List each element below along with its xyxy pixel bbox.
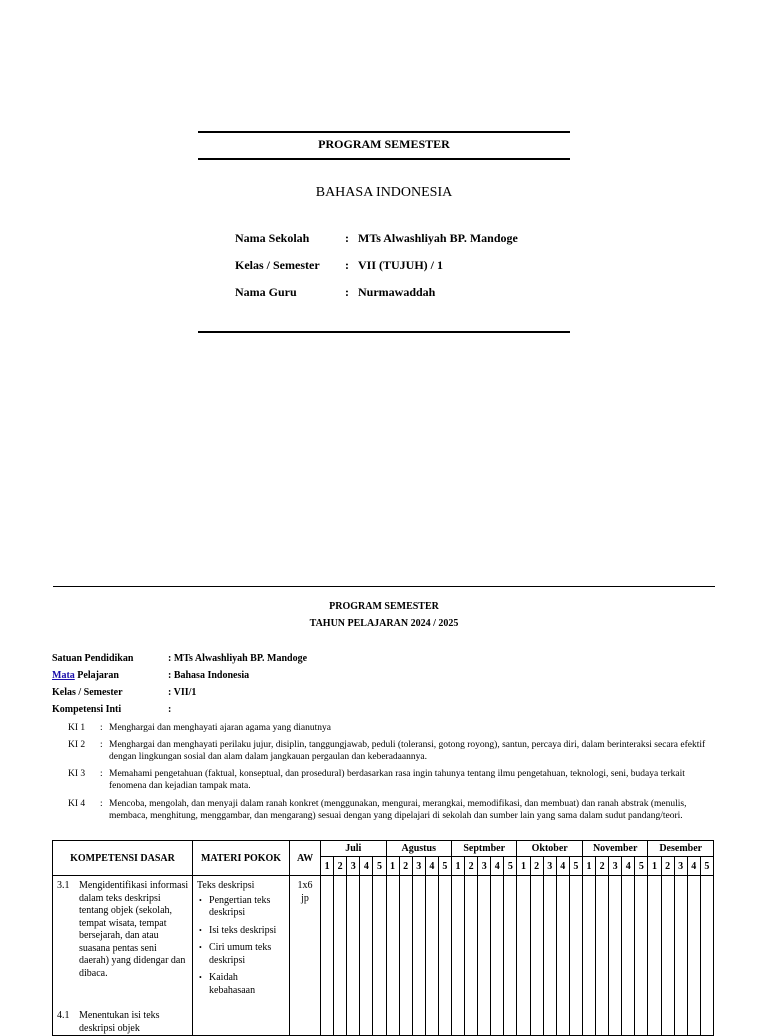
ki-code: KI 3	[68, 769, 86, 779]
aw-cell	[290, 876, 321, 1036]
week-cell	[687, 876, 700, 1036]
week-header: 2	[465, 857, 478, 876]
week-header: 2	[399, 857, 412, 876]
kd-number: 4.1	[57, 1010, 70, 1021]
week-cell	[399, 876, 412, 1036]
week-cell	[635, 876, 648, 1036]
kd-item	[57, 880, 189, 980]
cover-bottom-rule	[198, 331, 570, 333]
week-cell	[373, 876, 386, 1036]
info-label: Satuan Pendidikan	[52, 653, 134, 664]
ki-text: Mencoba, mengolah, dan menyaji dalam ranah konkret (menggunakan, mengurai, merangkai, memodifikasi, dan membuat) dan ranah abstrak (menulis, membaca, menghitung, menggambar, dan mengarang) sesuai dengan yang dipelajari di sekolah dan sumber lain yang sama dalam sudut pandang/teori.	[109, 799, 687, 821]
month-header: Oktober	[517, 841, 582, 857]
cover-row-class: Kelas / Semester : VII (TUJUH) / 1	[235, 258, 444, 272]
week-cell	[530, 876, 543, 1036]
info-value: :	[168, 704, 172, 715]
info-value: : Bahasa Indonesia	[168, 670, 250, 681]
week-cell	[347, 876, 360, 1036]
ki-text: Menghargai dan menghayati perilaku jujur, disiplin, tanggungjawab, peduli (toleransi, gotong royong), santun, percaya diri, dalam berinteraksi secara efektif dengan lingkungan sosial dan alam dalam jangkauan pergaulan dan keberadaannya.	[109, 740, 706, 762]
week-header: 5	[504, 857, 517, 876]
ki-text: Memahami pengetahuan (faktual, konseptual, dan prosedural) berdasarkan rasa ingin tahunya tentang ilmu pengetahuan, teknologi, seni, budaya terkait fenomena dan kejadian tampak mata.	[109, 769, 685, 791]
cover-label: Kelas / Semester	[235, 258, 320, 272]
cover-value: Nurmawaddah	[358, 285, 436, 299]
ki-code: KI 1	[68, 723, 86, 733]
week-header: 3	[609, 857, 622, 876]
info-value: : VII/1	[168, 687, 197, 698]
cover-title: PROGRAM SEMESTER	[318, 137, 450, 151]
week-cell	[648, 876, 661, 1036]
cover-row-teacher: Nama Guru : Nurmawaddah	[235, 285, 436, 299]
info-value: : MTs Alwashliyah BP. Mandoge	[168, 653, 308, 664]
week-cell	[360, 876, 373, 1036]
cover-value: MTs Alwashliyah BP. Mandoge	[358, 231, 518, 245]
week-cell	[438, 876, 451, 1036]
week-header: 3	[543, 857, 556, 876]
cover-label: Nama Sekolah	[235, 231, 310, 245]
week-header: 5	[438, 857, 451, 876]
week-header: 1	[386, 857, 399, 876]
week-cell	[609, 876, 622, 1036]
week-cell	[517, 876, 530, 1036]
week-cell	[478, 876, 491, 1036]
week-cell	[596, 876, 609, 1036]
week-cell	[622, 876, 635, 1036]
info-row-school	[52, 653, 307, 664]
week-cell	[465, 876, 478, 1036]
page-separator	[53, 586, 715, 587]
header-kd: KOMPETENSI DASAR	[53, 841, 193, 876]
month-header: Agustus	[386, 841, 451, 857]
week-header: 5	[569, 857, 582, 876]
mp-item: • Pengertian teks deskripsi	[209, 895, 286, 920]
mp-item: • Isi teks deskripsi	[209, 925, 286, 938]
kd-number: 3.1	[57, 880, 70, 891]
week-cell	[386, 876, 399, 1036]
mp-item: • Kaidah kebahasaan	[209, 972, 286, 997]
mp-cell	[193, 876, 290, 1036]
header-aw: AW	[290, 841, 321, 876]
week-cell	[451, 876, 464, 1036]
cover-title-rule	[198, 158, 570, 160]
kd-text: Mengidentifikasi informasi dalam teks deskripsi tentang objek (sekolah, tempat wisata, tempat bersejarah, dan atau suasana pentas seni daerah) yang didengar dan dibaca.	[79, 880, 189, 979]
info-label: Kelas / Semester	[52, 687, 123, 698]
week-cell	[556, 876, 569, 1036]
month-header: Septmber	[451, 841, 516, 857]
cover-top-rule	[198, 131, 570, 133]
aw-unit: jp	[301, 892, 309, 904]
week-header: 5	[635, 857, 648, 876]
info-label-rest: Pelajaran	[74, 670, 119, 681]
ki-item-3: KI 3 : Memahami pengetahuan (faktual, konseptual, dan prosedural) berdasarkan rasa ingin tahunya tentang ilmu pengetahuan, teknologi, seni, budaya terkait fenomena dan kejadian tampak mata.	[68, 768, 718, 792]
week-cell	[543, 876, 556, 1036]
week-header: 4	[556, 857, 569, 876]
week-header: 5	[700, 857, 713, 876]
week-header: 3	[347, 857, 360, 876]
month-header: November	[582, 841, 648, 857]
week-cell	[504, 876, 517, 1036]
week-header: 1	[648, 857, 661, 876]
semester-program-table	[52, 840, 714, 1036]
week-header: 1	[451, 857, 464, 876]
week-cell	[491, 876, 504, 1036]
cover-label: Nama Guru	[235, 285, 297, 299]
week-cell	[334, 876, 347, 1036]
mp-list	[197, 895, 286, 998]
week-header: 2	[661, 857, 674, 876]
mp-item: • Ciri umum teks deskripsi	[209, 942, 286, 967]
aw-value: 1x6	[297, 880, 313, 891]
week-header: 1	[321, 857, 334, 876]
week-cell	[425, 876, 438, 1036]
cover-row-school: Nama Sekolah : MTs Alwashliyah BP. Mandoge	[235, 231, 518, 245]
week-header: 2	[334, 857, 347, 876]
info-row-ki	[52, 704, 171, 715]
kd-text: Menentukan isi teks deskripsi objek	[79, 1010, 160, 1034]
ki-item-1: KI 1 : Menghargai dan menghayati ajaran agama yang dianutnya	[68, 722, 718, 734]
info-row-class	[52, 687, 196, 698]
week-cell	[412, 876, 425, 1036]
week-cell	[321, 876, 334, 1036]
week-cell	[700, 876, 713, 1036]
ki-text: Menghargai dan menghayati ajaran agama yang dianutnya	[109, 723, 331, 733]
ki-item-4: KI 4 : Mencoba, mengolah, dan menyaji dalam ranah konkret (menggunakan, mengurai, merangkai, memodifikasi, dan membuat) dan ranah abstrak (menulis, membaca, menghitung, menggambar, dan mengarang) sesuai dengan yang dipelajari di sekolah dan sumber lain yang sama dalam sudut pandang/teori.	[68, 798, 718, 822]
kd-cell	[53, 876, 193, 1036]
week-header: 3	[412, 857, 425, 876]
month-header: Desember	[648, 841, 714, 857]
week-cell	[674, 876, 687, 1036]
week-cell	[569, 876, 582, 1036]
month-header: Juli	[321, 841, 386, 857]
week-header: 3	[478, 857, 491, 876]
mata-link[interactable]: Mata	[52, 670, 75, 681]
week-header: 4	[622, 857, 635, 876]
week-header: 5	[373, 857, 386, 876]
info-row-subject	[52, 670, 249, 681]
ki-item-2: KI 2 : Menghargai dan menghayati perilaku jujur, disiplin, tanggungjawab, peduli (toleransi, gotong royong), santun, percaya diri, dalam berinteraksi secara efektif dengan lingkungan sosial dan alam dalam jangkauan pergaulan dan keberadaannya.	[68, 739, 718, 763]
info-label: Kompetensi Inti	[52, 704, 122, 715]
week-header: 4	[360, 857, 373, 876]
header-mp: MATERI POKOK	[193, 841, 290, 876]
page2-subtitle: TAHUN PELAJARAN 2024 / 2025	[309, 618, 459, 629]
week-cell	[582, 876, 595, 1036]
week-cell	[661, 876, 674, 1036]
ki-code: KI 4	[68, 799, 86, 809]
ki-code: KI 2	[68, 740, 86, 750]
kd-item	[57, 1010, 189, 1035]
cover-value: VII (TUJUH) / 1	[358, 258, 444, 272]
week-header: 3	[674, 857, 687, 876]
week-header: 1	[517, 857, 530, 876]
page2-title: PROGRAM SEMESTER	[329, 601, 439, 612]
week-header: 4	[687, 857, 700, 876]
week-header: 2	[596, 857, 609, 876]
week-header: 4	[491, 857, 504, 876]
mp-title: Teks deskripsi	[197, 880, 255, 891]
week-header: 4	[425, 857, 438, 876]
week-header: 1	[582, 857, 595, 876]
cover-subject: BAHASA INDONESIA	[315, 185, 453, 200]
week-header: 2	[530, 857, 543, 876]
